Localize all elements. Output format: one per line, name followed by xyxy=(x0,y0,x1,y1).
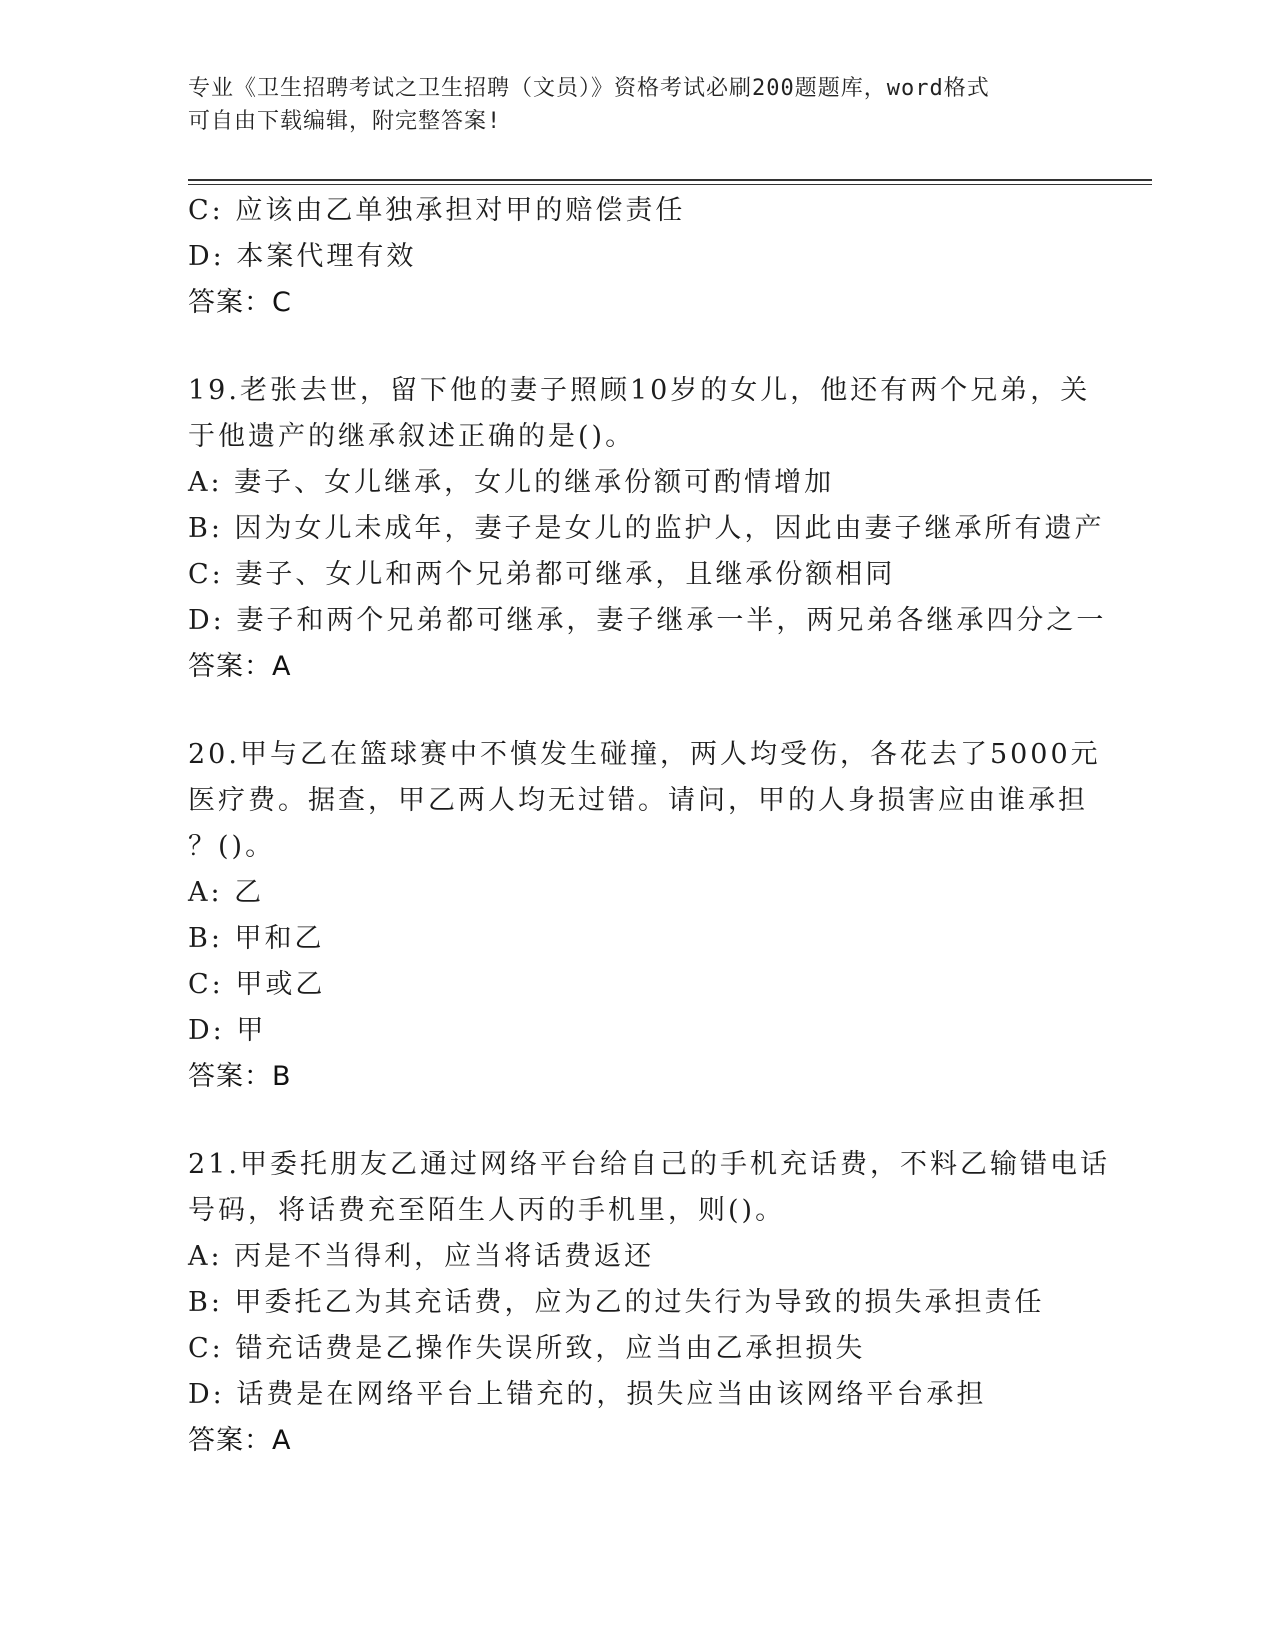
header-title-line-1: 专业《卫生招聘考试之卫生招聘（文员）》资格考试必刷200题题库，word格式 xyxy=(188,76,990,101)
option-c: C: 妻子、女儿和两个兄弟都可继承，且继承份额相同 xyxy=(188,559,896,590)
spacer xyxy=(188,326,1088,368)
question-stem-line: 于他遗产的继承叙述正确的是()。 xyxy=(188,421,636,452)
question-stem-line: 19.老张去世，留下他的妻子照顾10岁的女儿，他还有两个兄弟，关 xyxy=(188,375,1091,406)
answer-line: 答案：C xyxy=(188,287,292,318)
option-a: A: 妻子、女儿继承，女儿的继承份额可酌情增加 xyxy=(188,467,835,498)
option-a: A: 丙是不当得利，应当将话费返还 xyxy=(188,1241,655,1272)
answer-line: 答案：A xyxy=(188,651,292,682)
question-20 xyxy=(188,732,1101,1100)
option-c: C: 应该由乙单独承担对甲的赔偿责任 xyxy=(188,195,686,226)
question-19 xyxy=(188,368,1107,690)
option-d: D: 甲 xyxy=(188,1015,267,1046)
option-c: C: 甲或乙 xyxy=(188,969,326,1000)
header-title-line-2: 可自由下载编辑，附完整答案! xyxy=(188,109,502,134)
question-stem-line: 21.甲委托朋友乙通过网络平台给自己的手机充话费，不料乙输错电话 xyxy=(188,1149,1110,1180)
answer-line: 答案：B xyxy=(188,1061,292,1092)
question-stem-line: 号码，将话费充至陌生人丙的手机里，则()。 xyxy=(188,1195,786,1226)
spacer xyxy=(188,690,1088,732)
spacer xyxy=(188,1100,1088,1142)
option-b: B: 甲委托乙为其充话费，应为乙的过失行为导致的损失承担责任 xyxy=(188,1287,1045,1318)
question-stem-line: 医疗费。据查，甲乙两人均无过错。请问，甲的人身损害应由谁承担 xyxy=(188,785,1088,816)
header-divider-thin xyxy=(188,184,1152,185)
page-header xyxy=(188,72,1068,138)
option-d: D: 妻子和两个兄弟都可继承，妻子继承一半，两兄弟各继承四分之一 xyxy=(188,605,1107,636)
option-d: D: 话费是在网络平台上错充的，损失应当由该网络平台承担 xyxy=(188,1379,987,1410)
option-d: D: 本案代理有效 xyxy=(188,241,417,272)
option-a: A: 乙 xyxy=(188,877,265,908)
question-18-continuation xyxy=(188,188,1088,326)
header-divider xyxy=(188,179,1152,181)
question-stem-line: 20.甲与乙在篮球赛中不慎发生碰撞，两人均受伤，各花去了5000元 xyxy=(188,739,1101,770)
option-b: B: 因为女儿未成年，妻子是女儿的监护人，因此由妻子继承所有遗产 xyxy=(188,513,1105,544)
question-stem-line: ？()。 xyxy=(188,831,276,862)
document-body xyxy=(188,188,1110,1464)
question-21 xyxy=(188,1142,1110,1464)
option-c: C: 错充话费是乙操作失误所致，应当由乙承担损失 xyxy=(188,1333,866,1364)
answer-line: 答案：A xyxy=(188,1425,292,1456)
option-b: B: 甲和乙 xyxy=(188,923,325,954)
